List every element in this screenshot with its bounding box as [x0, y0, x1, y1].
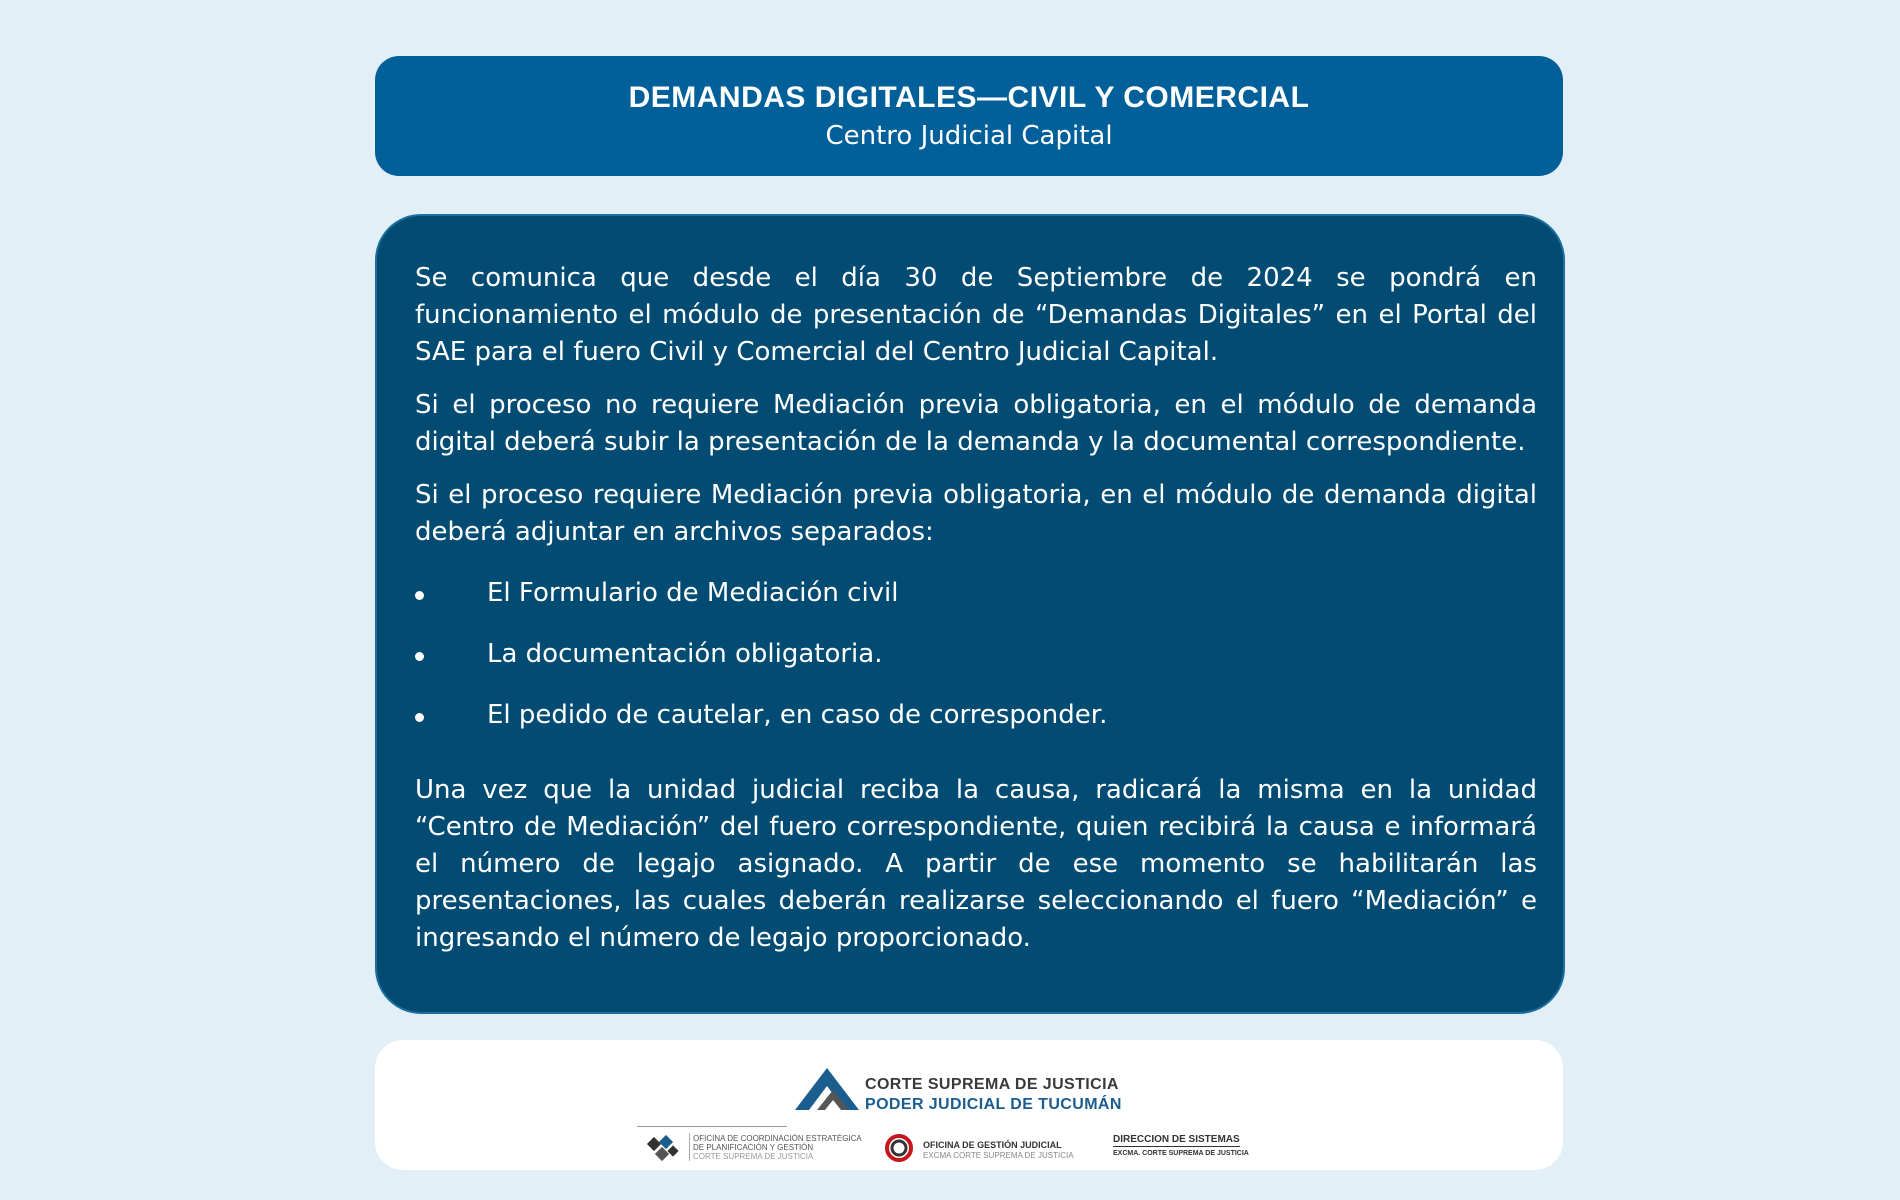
divider [637, 1126, 787, 1127]
footer-logos [375, 1040, 1563, 1170]
csj-logo-line2: PODER JUDICIAL DE TUCUMÁN [865, 1096, 1122, 1113]
announcement-body [375, 214, 1565, 1014]
bullet-icon [415, 713, 424, 722]
divider [689, 1133, 690, 1161]
org1-line2: DE PLANIFICACIÓN Y GESTIÓN [693, 1143, 814, 1152]
paragraph-no-mediation: Si el proceso no requiere Mediación previa obligatoria, en el módulo de demanda digital deberá subir la presentación de la demanda y la documental correspondiente. [415, 390, 1537, 457]
requirements-list [415, 575, 1537, 758]
bullet-icon [415, 652, 424, 661]
paragraph-closing: Una vez que la unidad judicial reciba la causa, radicará la misma en la unidad “Centro de Mediación” del fuero correspondiente, quien recibirá la causa e informará el número de legajo asignado. A partir de ese momento se habilitarán las presentaciones, las cuales deberán realizarse seleccionando el fuero “Mediación” e ingresando el número de legajo proporcionado. [415, 775, 1537, 953]
org3-line2: EXCMA. CORTE SUPREMA DE JUSTICIA [1113, 1150, 1249, 1157]
org3-line1: DIRECCION DE SISTEMAS [1113, 1134, 1240, 1145]
list-item [415, 575, 1537, 636]
page-subtitle: Centro Judicial Capital [825, 121, 1113, 151]
org-gestion-judicial-logo [883, 1133, 1083, 1165]
org1-line3: CORTE SUPREMA DE JUSTICIA [693, 1152, 814, 1161]
bullet-icon [415, 591, 424, 600]
list-item [415, 697, 1537, 758]
planificacion-icon [645, 1135, 685, 1163]
header-banner [375, 56, 1563, 176]
paragraph-mediation: Si el proceso requiere Mediación previa obligatoria, en el módulo de demanda digital deberá adjuntar en archivos separados: [415, 480, 1537, 547]
org2-line1: OFICINA DE GESTIÓN JUDICIAL [923, 1140, 1062, 1150]
gestion-judicial-icon [883, 1133, 917, 1163]
org2-line2: EXCMA CORTE SUPREMA DE JUSTICIA [923, 1151, 1074, 1160]
paragraph-intro: Se comunica que desde el día 30 de Septiembre de 2024 se pondrá en funcionamiento el módulo de presentación de “Demandas Digitales” en el Portal del SAE para el fuero Civil y Comercial del Centro Judicial Capital. [415, 263, 1537, 367]
list-item-text: La documentación obligatoria. [487, 639, 883, 669]
page-title: DEMANDAS DIGITALES—CIVIL Y COMERCIAL [628, 81, 1310, 114]
csj-logo-line1: CORTE SUPREMA DE JUSTICIA [865, 1076, 1119, 1093]
list-item [415, 636, 1537, 697]
org1-line1: OFICINA DE COORDINACIÓN ESTRATÉGICA [693, 1134, 862, 1143]
org-planificacion-logo [645, 1133, 885, 1165]
list-item-text: El Formulario de Mediación civil [487, 578, 899, 608]
org-sistemas-logo [1113, 1134, 1273, 1166]
list-item-text: El pedido de cautelar, en caso de corresponder. [487, 700, 1108, 730]
